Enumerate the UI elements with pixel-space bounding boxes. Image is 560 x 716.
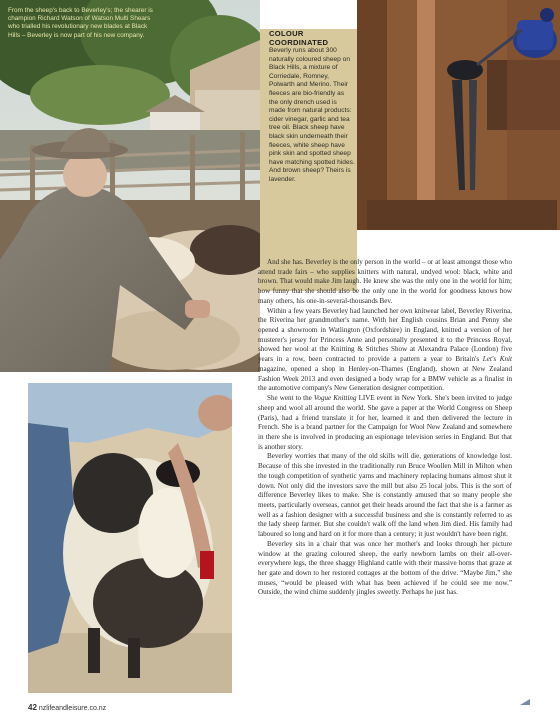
end-mark-icon — [520, 699, 530, 705]
sidebar-colour-coordinated — [260, 29, 357, 291]
photo-woman-at-sheep-pen — [0, 0, 260, 372]
paragraph: She went to the Vogue Knitting LIVE event in New York. She's been invited to judge sheep and wool all around the world. She gave a paper at the World Congress on Sheep (Paris), had a friend translate it for her, learned it and then delivered the lecture in French. She is a brand partner for the Campaign for Wool New Zealand and somewhere in there she is involved in producing an espionage television series in England. But that is another story. — [258, 394, 512, 451]
paragraph: Beverley sits in a chair that was once her mother's and looks through her picture window at the grazing coloured sheep, the early newborn lambs on their all-over-everywhere legs, the three shaggy Highland cattle with their massive horns that graze at her gate and down to her restored cottages at the bottom of the drive. “Maybe Jim,” she muses, “would be pleased with what has been achieved if he could see me now.” Outside, the wind chime suddenly jingles sweetly. Perhaps he just has. — [258, 539, 512, 597]
site-url: nzlifeandleisure.co.nz — [38, 705, 107, 712]
photo-shearing-sheep — [28, 383, 232, 693]
photo-caption: From the sheep's back to Beverley's; the shearer is champion Richard Watson of Watson Multi Shears who trialled his revolutionary new blades at Black Hills – Beverley is now part of his new company. — [8, 7, 153, 39]
sidebar-text: Beverly runs about 300 naturally coloured sheep on Black Hills, a mixture of Corriedale, Romney, Polwarth and Merino. Their fleeces are bio-friendly as the only drench used is made from natural products: cider vinegar, garlic and tea tree oil. Black sheep have black skin underneath their fleeces, white sheep have pink skin and spotted sheep have matching spotted hides. And brown sheep? Theirs is lavender. — [269, 47, 355, 183]
paragraph: Beverley worries that many of the old skills will die, generations of knowledge lost. Because of this she invested in the traditionally run Bruce Woollen Mill in Milton when the tough competition of synthetic yarns and machinery replacing humans almost shut it down. Not only did the investors save the mill but also 25 local jobs. This is the sort of difference Beverley likes to make. She is constantly amused that so many people she meets, particularly overseas, cannot get their heads around the fact that she is a farmer as well as a fashion designer with a successful business and she is constantly referred to as the lady sheep farmer. But she couldn't walk off the land when Jim died. His family had laboured so long and hard on it for more than a century; it just wouldn't have been right. — [258, 452, 512, 539]
article-body — [258, 258, 512, 598]
page-number: 42 — [28, 703, 37, 712]
photo-shears-on-wall — [357, 0, 560, 230]
paragraph: And she has. Beverley is the only person in the world – or at least amongst those who attend trade fairs – who supplies knitters with natural, undyed wool: black, white and brown. That would make Jim laugh. He knew she was the only one in the world for him; how funny that she should also be the only one in the world for goodness knows how many others, his one-in-several-thousands Bev. — [258, 258, 512, 305]
page-folio — [28, 703, 106, 712]
sidebar-title: COLOUR COORDINATED — [269, 29, 329, 47]
paragraph: Within a few years Beverley had launched her own knitwear label, Beverley Riverina, the Riverina her grandmother's name. With her English cousins Brian and Penny she opened a showroom in Watlington (Oxfordshire) in England, knitted a version of her musterer's jersey for Princess Anne and personally presented it to the Princess Royal, showed her wool at the Knitting & Stitches Show at Alexandra Palace (London) five years in a row, been contracted to provide a pattern a year to Britain's Let's Knit magazine, opened a shop in Henley-on-Thames (England), shown at New Zealand Fashion Week 2013 and even designed a body wrap for a BMW vehicle as a finalist in the automotive company's New Generation designer competition. — [258, 306, 512, 393]
